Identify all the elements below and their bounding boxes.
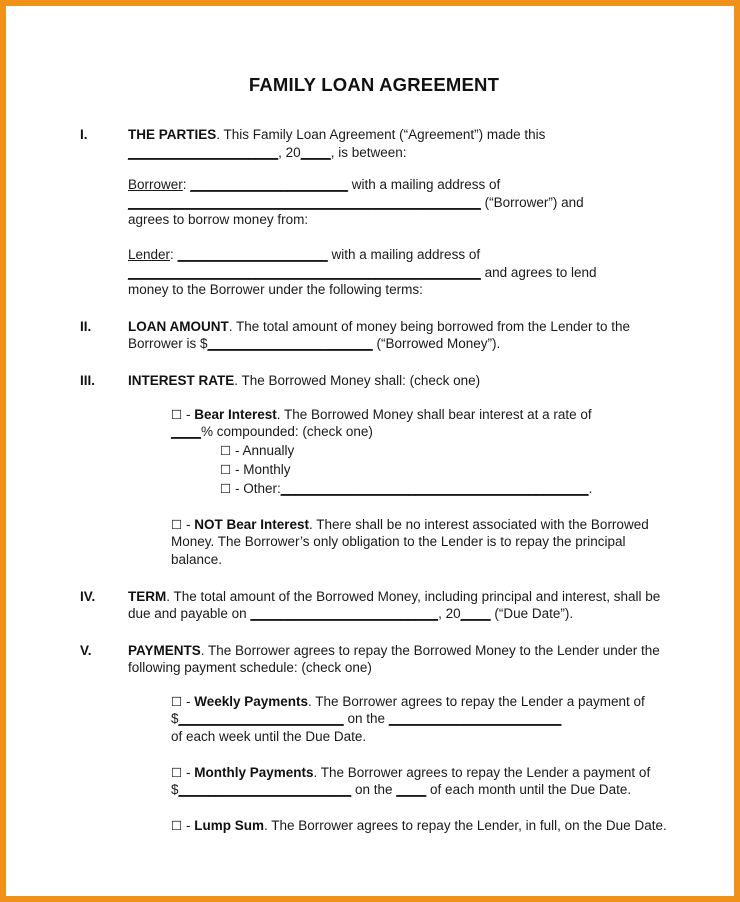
option-monthly[interactable]: [220, 460, 668, 479]
checkbox-icon[interactable]: ☐: [171, 817, 183, 833]
borrower-line: [128, 176, 668, 229]
section-heading: THE PARTIES: [128, 127, 217, 142]
checkbox-icon[interactable]: ☐: [220, 442, 232, 458]
not-bear-interest-label: NOT Bear Interest: [194, 516, 310, 532]
weekly-dash: -: [182, 693, 195, 709]
section-heading: PAYMENTS: [128, 642, 201, 658]
option-not-bear-interest[interactable]: [171, 516, 668, 569]
agreement-year-prefix: , 20: [278, 144, 301, 160]
monthly-label: Monthly: [243, 461, 291, 477]
interest-rate-paragraph: [128, 372, 668, 390]
checkbox-icon[interactable]: ☐: [171, 406, 183, 422]
not-bear-interest-text: . There shall be no interest associated with the Borrowed Money. The Borrower’s only obligation to the Lender is to repay the principal balance.: [171, 516, 649, 567]
document-sheet: [6, 6, 734, 896]
section-the-parties: [80, 126, 668, 299]
due-date-year-blank[interactable]: ____: [460, 606, 491, 622]
agreement-date-tail: , is between:: [330, 144, 407, 160]
option-other[interactable]: [220, 479, 668, 498]
lender-closing-text: money to the Borrower under the following terms:: [128, 282, 423, 298]
agreement-date-blank[interactable]: ____________________: [128, 144, 279, 160]
lump-sum-dash: -: [182, 817, 195, 833]
section-heading: LOAN AMOUNT: [128, 318, 229, 334]
checkbox-icon[interactable]: ☐: [171, 693, 183, 709]
term-text-1: . The total amount of the Borrowed Money, including principal and interest, shall be due and payable on: [128, 588, 661, 622]
lump-sum-line: [171, 817, 668, 835]
other-dash: -: [231, 480, 244, 496]
bear-interest-text-2: % compounded: (check one): [201, 424, 373, 440]
bear-interest-line: [171, 406, 668, 441]
not-bear-interest-line: [171, 516, 668, 569]
payments-text: . The Borrower agrees to repay the Borrowed Money to the Lender under the following payment schedule: (check one): [128, 642, 660, 676]
lender-block: [128, 246, 668, 299]
parties-intro-text: . This Family Loan Agreement (“Agreement”) made this: [216, 127, 546, 142]
weekly-tail-text: of each week until the Due Date.: [171, 729, 367, 745]
weekly-amount-blank[interactable]: ______________________: [178, 711, 344, 727]
lump-sum-text: . The Borrower agrees to repay the Lender, in full, on the Due Date.: [263, 817, 667, 833]
interest-rate-text: . The Borrowed Money shall: (check one): [234, 372, 481, 388]
lender-address-blank[interactable]: _______________________________________________: [128, 264, 481, 280]
section-numeral: II.: [80, 318, 92, 334]
option-annually[interactable]: [220, 441, 668, 460]
section-body: [128, 588, 668, 623]
monthly-amount-blank[interactable]: _______________________: [178, 782, 352, 798]
borrower-label-colon: :: [182, 177, 187, 193]
borrower-block: [128, 176, 668, 229]
loan-amount-blank[interactable]: ______________________: [207, 336, 373, 352]
lender-mailing-text: with a mailing address of: [327, 246, 481, 262]
due-date-blank[interactable]: _________________________: [250, 606, 439, 622]
weekly-payments-label: Weekly Payments: [194, 693, 309, 709]
monthly-mid-text: on the: [351, 782, 397, 798]
section-term: [80, 588, 668, 623]
borrower-mailing-text: with a mailing address of: [347, 177, 501, 193]
weekly-mid-text: on the: [343, 711, 389, 727]
lender-name-blank[interactable]: ____________________: [177, 246, 328, 262]
compound-frequency-options: [220, 441, 668, 498]
borrower-name-blank[interactable]: _____________________: [190, 177, 348, 193]
section-numeral: V.: [80, 642, 92, 658]
term-text-2: (“Due Date”).: [490, 606, 574, 622]
borrower-label: Borrower: [128, 177, 183, 193]
section-body: [128, 372, 668, 569]
option-weekly-payments[interactable]: [171, 693, 668, 746]
lump-sum-label: Lump Sum: [194, 817, 264, 833]
borrower-after-address: (“Borrower”) and: [480, 194, 584, 210]
not-bear-interest-dash: -: [182, 516, 195, 532]
monthly-dash: -: [231, 461, 244, 477]
loan-amount-text-2: (“Borrowed Money”).: [372, 336, 501, 352]
section-body: [128, 642, 668, 835]
section-body: [128, 318, 668, 353]
payments-paragraph: [128, 642, 668, 677]
lender-after-address: and agrees to lend: [480, 264, 597, 280]
annually-label: Annually: [242, 442, 295, 458]
sections-container: [80, 126, 668, 834]
monthly-tail-text: of each month until the Due Date.: [426, 782, 632, 798]
lender-label: Lender: [128, 246, 171, 262]
section-payments: [80, 642, 668, 835]
term-paragraph: [128, 588, 668, 623]
borrower-address-blank[interactable]: _______________________________________________: [128, 194, 481, 210]
lender-label-colon: :: [170, 246, 174, 262]
other-label: Other:: [243, 480, 281, 496]
section-interest-rate: [80, 372, 668, 569]
loan-amount-paragraph: [128, 318, 668, 353]
monthly-day-blank[interactable]: ____: [396, 782, 427, 798]
annually-dash: -: [231, 442, 243, 458]
weekly-payments-line: [171, 693, 668, 746]
bear-interest-dash: -: [182, 406, 195, 422]
option-bear-interest[interactable]: [171, 406, 668, 498]
option-lump-sum[interactable]: [171, 817, 668, 835]
bear-interest-text: . The Borrowed Money shall bear interest at a rate of: [276, 406, 592, 422]
monthly-payments-text: . The Borrower agrees to repay the Lender a payment of $: [171, 764, 651, 798]
option-monthly-payments[interactable]: [171, 764, 668, 799]
section-heading: INTEREST RATE: [128, 372, 235, 388]
agreement-year-blank[interactable]: ____: [300, 144, 331, 160]
lender-line: [128, 246, 668, 299]
checkbox-icon[interactable]: ☐: [220, 461, 232, 477]
section-numeral: I.: [80, 127, 88, 142]
other-frequency-blank[interactable]: _________________________________________: [280, 480, 589, 496]
checkbox-icon[interactable]: ☐: [220, 480, 232, 496]
interest-rate-percent-blank[interactable]: ____: [171, 424, 202, 440]
section-heading: TERM: [128, 588, 167, 604]
parties-intro: [128, 126, 668, 161]
weekly-payments-text: . The Borrower agrees to repay the Lender a payment of $: [171, 693, 645, 727]
term-year-prefix: , 20: [438, 606, 461, 622]
page-title: FAMILY LOAN AGREEMENT: [248, 74, 500, 95]
monthly-payments-line: [171, 764, 668, 799]
monthly-dash: -: [182, 764, 195, 780]
other-tail: .: [588, 480, 593, 496]
monthly-payments-label: Monthly Payments: [194, 764, 314, 780]
loan-amount-text-1: . The total amount of money being borrowed from the Lender to the Borrower is $: [128, 318, 630, 352]
section-body: [128, 126, 668, 299]
weekly-day-blank[interactable]: _______________________: [388, 711, 562, 727]
section-numeral: III.: [80, 372, 96, 388]
section-loan-amount: [80, 318, 668, 353]
section-numeral: IV.: [80, 588, 96, 604]
bear-interest-label: Bear Interest: [194, 406, 277, 422]
checkbox-icon[interactable]: ☐: [171, 516, 183, 532]
checkbox-icon[interactable]: ☐: [171, 764, 183, 780]
borrower-closing-text: agrees to borrow money from:: [128, 212, 309, 228]
